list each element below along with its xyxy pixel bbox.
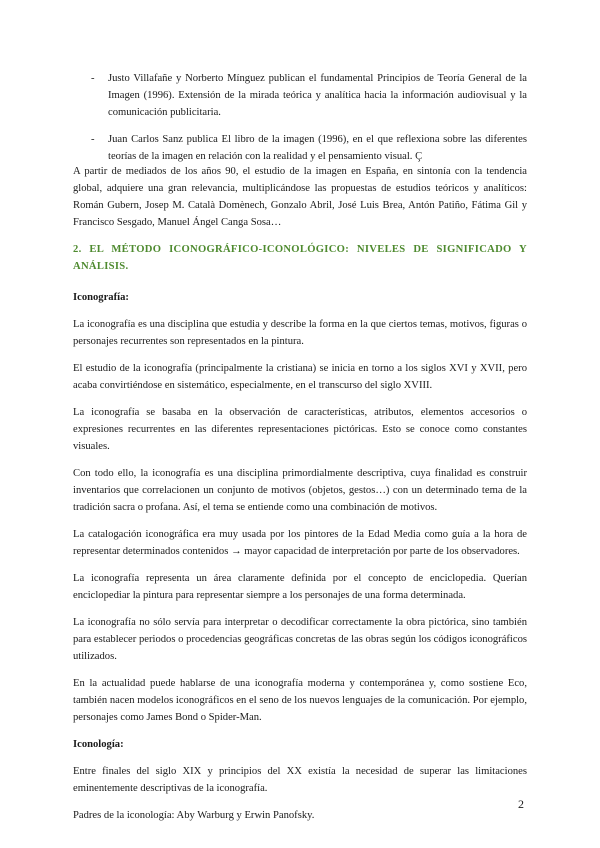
paragraph: La catalogación iconográfica era muy usada por los pintores de la Edad Media como guía a la hora de representar determinados contenidos → mayor capacidad de interpretación por parte de los observadores. — [73, 529, 527, 557]
bullet-marker: - — [91, 134, 95, 145]
paragraph: La iconografía es una disciplina que estudia y describe la forma en la que ciertos temas, motivos, figuras o personajes recurrentes son representados en la pintura. — [73, 319, 527, 347]
paragraph: La iconografía se basaba en la observación de características, atributos, elementos accesorios o expresiones recurrentes en las diferentes representaciones pictóricas. Esto se conoce como constantes visuales. — [73, 407, 527, 452]
paragraph: Con todo ello, la iconografía es una disciplina primordialmente descriptiva, cuya finalidad es construir inventarios que correlacionen un conjunto de motivos (objetos, gestos…) con un determinado tema de la tradición sacra o profana. Así, el tema se entiende como una combinación de motivos. — [73, 468, 527, 513]
bullet-text: Justo Villafañe y Norberto Mínguez publican el fundamental Principios de Teoría General de la Imagen (1996). Extensión de la mirada teórica y analítica hacia la información audiovisual y la comunicación publicitaria. — [108, 73, 527, 118]
page-number: 2 — [518, 797, 524, 811]
paragraph: La iconografía no sólo servía para interpretar o decodificar correctamente la obra pictórica, sino también para establecer periodos o procedencias geográficas concretas de las obras según los códigos iconográficos utilizados. — [73, 617, 527, 662]
paragraph: Entre finales del siglo XIX y principios del XX existía la necesidad de superar las limitaciones eminentemente descriptivas de la iconografía. — [73, 766, 527, 794]
main-content — [73, 163, 527, 834]
paragraph: La iconografía representa un área claramente definida por el concepto de enciclopedia. Querían enciclopediar la pintura para representar siempre a los personajes de una forma determinada. — [73, 573, 527, 601]
paragraph: Padres de la iconología: Aby Warburg y Erwin Panofsky. — [73, 810, 315, 821]
iconografia-heading: Iconografía: — [73, 292, 129, 303]
section-heading: 2. EL MÉTODO ICONOGRÁFICO-ICONOLÓGICO: NIVELES DE SIGNIFICADO Y ANÁLISIS. — [73, 244, 527, 272]
list-item — [91, 131, 527, 165]
iconologia-heading: Iconología: — [73, 739, 124, 750]
list-item — [91, 70, 527, 121]
intro-paragraph: A partir de mediados de los años 90, el estudio de la imagen en España, en sintonía con la tendencia global, adquiere una gran relevancia, multiplicándose las propuestas de estudios teóricos y analíticos: Román Gubern, Josep M. Català Domènech, Gonzalo Abril, José Luis Brea, Antón Patiño, Fátima Gil y Francisco Sesgado, Manuel Ángel Canga Sosa… — [73, 166, 527, 228]
paragraph: El estudio de la iconografía (principalmente la cristiana) se inicia en torno a los siglos XVI y XVII, pero acaba convirtiéndose en sistemático, especialmente, en el transcurso del siglo XVIII. — [73, 363, 527, 391]
bullet-list — [91, 70, 527, 175]
bullet-marker: - — [91, 73, 95, 84]
bullet-text: Juan Carlos Sanz publica El libro de la imagen (1996), en el que reflexiona sobre las diferentes teorías de la imagen en relación con la realidad y el pensamiento visual. Ç — [108, 134, 527, 162]
paragraph: En la actualidad puede hablarse de una iconografía moderna y contemporánea y, como sostiene Eco, también nacen modelos iconográficos en el seno de los nuevos lenguajes de la comunicación. Por ejemplo, personajes como James Bond o Spider-Man. — [73, 678, 527, 723]
